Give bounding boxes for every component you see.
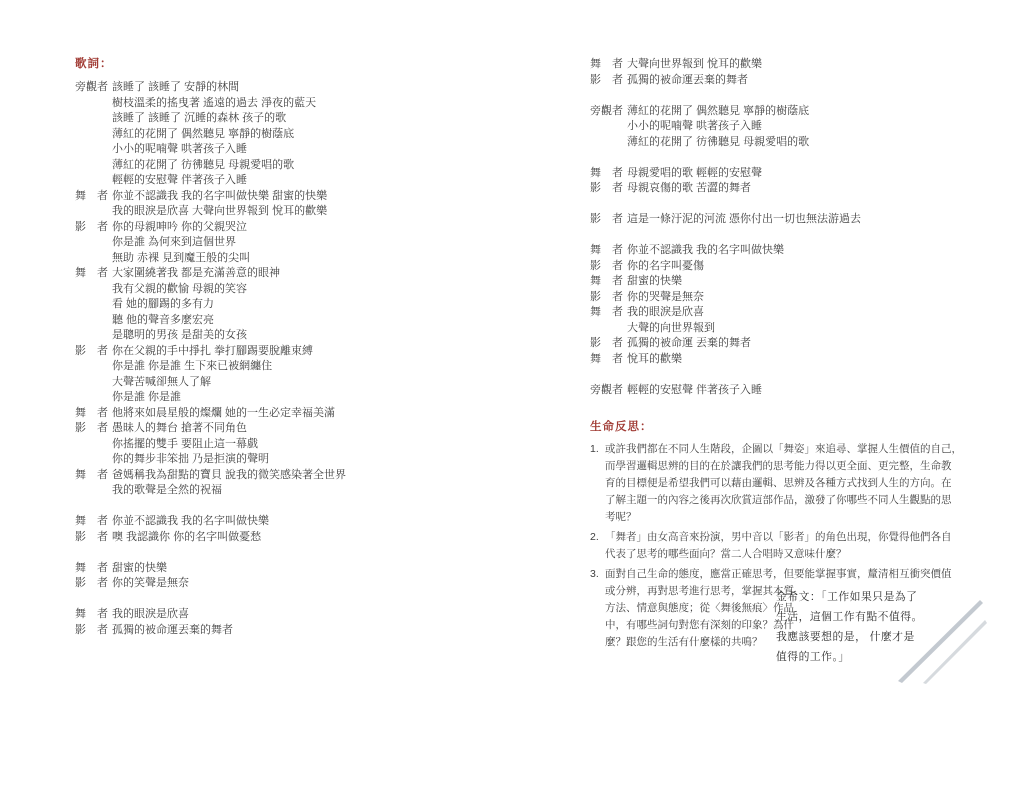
lyric-line	[590, 259, 1010, 275]
lyric-text: 該睡了 該睡了 沉睡的森林 孩子的歌	[112, 112, 287, 124]
lyric-line	[75, 158, 535, 174]
lyric-line	[75, 468, 535, 484]
lyric-line	[75, 344, 535, 360]
speaker-label: 舞 者	[590, 306, 623, 318]
speaker-label: 影 者	[75, 220, 108, 233]
lyric-text: 大聲苦喊卻無人了解	[112, 375, 211, 388]
lyric-line	[75, 235, 535, 251]
speaker-label	[75, 328, 108, 344]
speaker-label	[75, 452, 108, 468]
lyric-line	[75, 111, 535, 127]
blank-line	[590, 197, 1010, 213]
lyric-text: 你在父親的手中掙扎 拳打腳踢要脫離束縛	[112, 344, 314, 357]
lyric-text: 該睡了 該睡了 安靜的林間	[112, 81, 240, 93]
blank-line	[590, 88, 1010, 104]
lyric-line	[75, 251, 535, 267]
lyric-line	[590, 290, 1010, 306]
lyric-text: 悅耳的歡樂	[627, 352, 682, 365]
lyric-line	[590, 212, 1010, 228]
item-line: 「舞者」由女高音來扮演，男中音以「影者」的角色出現，你覺得他們各自	[605, 531, 952, 543]
speaker-label	[75, 142, 108, 158]
quote-line: 值得的工作。」	[776, 651, 850, 663]
item-line: 或分辨，再對思考進行思考，掌握其本質、	[605, 585, 805, 597]
item-text	[605, 529, 952, 563]
item-line: 麼？跟您的生活有什麼樣的共鳴？	[605, 636, 763, 648]
reflection-item	[590, 441, 980, 526]
lyric-text: 薄紅的花開了 彷彿聽見 母親愛唱的歌	[627, 135, 810, 148]
speaker-label	[75, 437, 108, 453]
speaker-label: 舞 者	[75, 561, 108, 574]
lyric-text: 你的名字叫憂傷	[627, 259, 704, 272]
blank-line	[590, 367, 1010, 383]
lyric-line	[75, 452, 535, 468]
lyric-text: 小小的呢喃聲 哄著孩子入睡	[112, 143, 248, 155]
speaker-label	[590, 321, 623, 337]
speaker-label: 旁觀者	[590, 104, 623, 117]
lyric-line	[75, 127, 535, 143]
lyrics-heading: 歌詞：	[75, 58, 113, 70]
lyric-line	[590, 305, 1010, 321]
lyric-line	[590, 321, 1010, 337]
speaker-label: 影 者	[590, 259, 623, 272]
lyric-line	[75, 313, 535, 329]
lyric-line	[75, 266, 535, 282]
speaker-label: 舞 者	[590, 166, 623, 179]
speaker-label: 舞 者	[75, 189, 108, 202]
lyric-line	[590, 243, 1010, 259]
lyric-text: 母親愛唱的歌 輕輕的安慰聲	[627, 166, 763, 179]
lyric-line	[75, 297, 535, 313]
lyric-text: 薄紅的花開了 彷彿聽見 母親愛唱的歌	[112, 158, 295, 171]
item-line: 了解主題一的內容之後再次欣賞這部作品，激發了你哪些不同人生觀點的思	[605, 494, 952, 506]
lyric-line	[590, 73, 1010, 89]
lyric-text: 是聰明的男孩 是甜美的女孩	[112, 329, 248, 341]
lyric-line	[75, 561, 535, 577]
speaker-label: 舞 者	[590, 275, 623, 287]
item-line: 或許我們都在不同人生階段，企圖以「舞姿」來追尋、掌握人生價值的自己，	[605, 443, 962, 455]
item-line: 中，有哪些詞句對您有深刻的印象？為什	[605, 619, 794, 631]
lyric-line	[75, 623, 535, 639]
lyric-line	[75, 375, 535, 391]
lyric-line	[590, 181, 1010, 197]
lyric-text: 你並不認識我 我的名字叫做快樂	[112, 515, 270, 527]
speaker-label: 舞 者	[75, 608, 108, 620]
lyric-text: 你的舞步非笨拙 乃是拒演的聲明	[112, 453, 270, 465]
speaker-label: 影 者	[75, 344, 108, 357]
lyric-text: 輕輕的安慰聲 伴著孩子入睡	[627, 383, 763, 396]
lyric-text: 薄紅的花開了 偶然聽見 寧靜的樹蔭底	[112, 127, 295, 140]
lyric-text: 你的哭聲是無奈	[627, 290, 704, 303]
reflection-item	[590, 529, 980, 563]
speaker-label	[75, 297, 108, 313]
swoosh-decoration	[896, 594, 1011, 686]
speaker-label: 影 者	[590, 73, 623, 86]
blank-line	[590, 150, 1010, 166]
lyric-text: 聽 他的聲音多麼宏亮	[112, 313, 215, 326]
item-line: 而學習邏輯思辨的目的在於讓我們的思考能力得以更全面、更完整，生命教	[605, 460, 952, 472]
lyric-text: 樹枝溫柔的搖曳著 遙遠的過去 淨夜的藍天	[112, 96, 317, 109]
lyric-text: 我有父親的歡愉 母親的笑容	[112, 282, 248, 295]
lyric-line	[590, 57, 1010, 73]
item-text	[605, 441, 962, 526]
speaker-label: 影 者	[590, 213, 623, 225]
lyric-line	[75, 406, 535, 422]
speaker-label	[75, 390, 108, 406]
speaker-label: 舞 者	[75, 406, 108, 419]
speaker-label	[75, 158, 108, 174]
lyric-text: 噢 我認識你 你的名字叫做憂愁	[112, 530, 262, 543]
lyric-text: 他將來如晨星般的燦爛 她的一生必定幸福美滿	[112, 406, 336, 419]
speaker-label: 影 者	[75, 530, 108, 543]
item-number: 2.	[590, 531, 599, 543]
lyric-text: 看 她的腳踢的多有力	[112, 298, 215, 310]
lyric-line	[75, 390, 535, 406]
lyric-line	[75, 96, 535, 112]
quote-line: 生活，這個工作有點不值得。	[776, 611, 923, 623]
item-line: 方法、情意與態度；從〈舞後無痕〉作品	[605, 602, 794, 614]
blank-line	[75, 545, 535, 561]
lyrics-lines-left	[75, 80, 535, 638]
lyric-text: 你並不認識我 我的名字叫做快樂	[627, 244, 785, 256]
quote-line: 金希文：「工作如果只是為了	[776, 591, 918, 603]
speaker-label	[75, 313, 108, 329]
speaker-label	[590, 135, 623, 151]
speaker-label: 舞 者	[75, 468, 108, 481]
reflection-heading: 生命反思：	[590, 421, 653, 433]
lyric-text: 小小的呢喃聲 哄著孩子入睡	[627, 120, 763, 132]
speaker-label: 影 者	[75, 577, 108, 589]
speaker-label	[75, 483, 108, 499]
speaker-label: 影 者	[590, 290, 623, 303]
speaker-label	[75, 204, 108, 220]
blank-line	[75, 499, 535, 515]
lyric-line	[75, 80, 535, 96]
lyric-line	[590, 166, 1010, 182]
lyrics-lines-right	[590, 57, 1010, 398]
quote-line: 我應該要想的是， 什麼才是	[776, 631, 915, 643]
lyric-text: 這是一條汙泥的河流 憑你付出一切也無法游過去	[627, 213, 862, 225]
lyric-line	[590, 135, 1010, 151]
item-number: 3.	[590, 568, 599, 580]
lyric-text: 我的眼淚是欣喜	[112, 608, 189, 620]
lyric-text: 大家圍繞著我 都是充滿善意的眼神	[112, 267, 281, 279]
lyric-line	[75, 437, 535, 453]
speaker-label	[75, 251, 108, 267]
lyric-line	[590, 336, 1010, 352]
lyric-text: 無助 赤裸 見到魔王般的尖叫	[112, 251, 251, 264]
lyric-text: 我的眼淚是欣喜 大聲向世界報到 悅耳的歡樂	[112, 205, 328, 217]
lyric-text: 大聲的向世界報到	[627, 321, 715, 334]
blank-line	[75, 592, 535, 608]
speaker-label	[75, 235, 108, 251]
lyrics-column-left	[75, 57, 535, 638]
lyric-line	[75, 607, 535, 623]
speaker-label: 旁觀者	[590, 383, 623, 396]
lyric-text: 你是誰 為何來到這個世界	[112, 236, 237, 248]
lyric-line	[590, 104, 1010, 120]
lyric-text: 孤獨的被命運丟棄的舞者	[627, 73, 748, 86]
lyric-text: 你的笑聲是無奈	[112, 577, 189, 589]
lyric-text: 你是誰 你是誰	[112, 391, 182, 403]
lyric-text: 母親哀傷的歌 苦澀的舞者	[627, 182, 752, 194]
lyric-text: 我的歌聲是全然的祝福	[112, 484, 222, 496]
speaker-label: 影 者	[590, 337, 623, 349]
lyric-text: 輕輕的安慰聲 伴著孩子入睡	[112, 174, 248, 186]
lyric-line	[75, 514, 535, 530]
lyric-text: 你搖擺的雙手 要阻止這一幕戲	[112, 437, 259, 450]
lyric-line	[75, 530, 535, 546]
lyric-text: 你並不認識我 我的名字叫做快樂 甜蜜的快樂	[112, 189, 328, 202]
item-line: 育的目標便是希望我們可以藉由邏輯、思辨及各種方式找到人生的方向。在	[605, 477, 952, 489]
lyric-text: 甜蜜的快樂	[112, 561, 167, 574]
lyric-text: 薄紅的花開了 偶然聽見 寧靜的樹蔭底	[627, 104, 810, 117]
item-line: 考呢？	[605, 511, 637, 523]
item-line: 面對自己生命的態度，應當正確思考，但要能掌握事實，釐清相互衝突價值	[605, 568, 952, 580]
speaker-label: 影 者	[75, 623, 108, 636]
speaker-label: 舞 者	[590, 58, 623, 70]
speaker-label: 舞 者	[590, 352, 623, 365]
lyric-text: 你是誰 你是誰 生下來已被網纏住	[112, 360, 273, 372]
lyric-line	[75, 483, 535, 499]
lyric-line	[590, 352, 1010, 368]
lyric-line	[590, 274, 1010, 290]
speaker-label	[75, 375, 108, 391]
lyric-line	[75, 220, 535, 236]
lyric-text: 你的母親呻吟 你的父親哭泣	[112, 220, 248, 233]
lyric-line	[75, 328, 535, 344]
speaker-label	[75, 173, 108, 189]
lyric-line	[590, 383, 1010, 399]
speaker-label	[75, 282, 108, 298]
item-line: 代表了思考的哪些面向？當二人合唱時又意味什麼？	[605, 548, 847, 560]
lyric-line	[75, 173, 535, 189]
speaker-label: 舞 者	[75, 267, 108, 279]
lyric-line	[75, 359, 535, 375]
lyric-text: 孤獨的被命運丟棄的舞者	[112, 623, 233, 636]
item-number: 1.	[590, 443, 599, 455]
lyric-text: 大聲向世界報到 悅耳的歡樂	[627, 58, 763, 70]
speaker-label: 舞 者	[75, 515, 108, 527]
speaker-label: 影 者	[75, 422, 108, 434]
speaker-label	[75, 127, 108, 143]
lyric-text: 愚昧人的舞台 搶著不同角色	[112, 422, 248, 434]
lyrics-column-right	[590, 57, 1010, 398]
lyric-line	[75, 204, 535, 220]
lyric-line	[75, 282, 535, 298]
speaker-label: 旁觀者	[75, 81, 108, 93]
lyric-line	[590, 119, 1010, 135]
lyric-line	[75, 576, 535, 592]
lyric-line	[75, 189, 535, 205]
lyric-text: 爸媽稱我為甜點的寶貝 說我的微笑感染著全世界	[112, 468, 347, 481]
speaker-label	[75, 359, 108, 375]
lyric-text: 孤獨的被命運 丟棄的舞者	[627, 337, 752, 349]
lyric-text: 我的眼淚是欣喜	[627, 306, 704, 318]
speaker-label	[75, 96, 108, 112]
lyric-text: 甜蜜的快樂	[627, 275, 682, 287]
speaker-label: 影 者	[590, 182, 623, 194]
speaker-label	[590, 119, 623, 135]
lyric-line	[75, 142, 535, 158]
speaker-label	[75, 111, 108, 127]
speaker-label: 舞 者	[590, 244, 623, 256]
blank-line	[590, 228, 1010, 244]
lyric-line	[75, 421, 535, 437]
